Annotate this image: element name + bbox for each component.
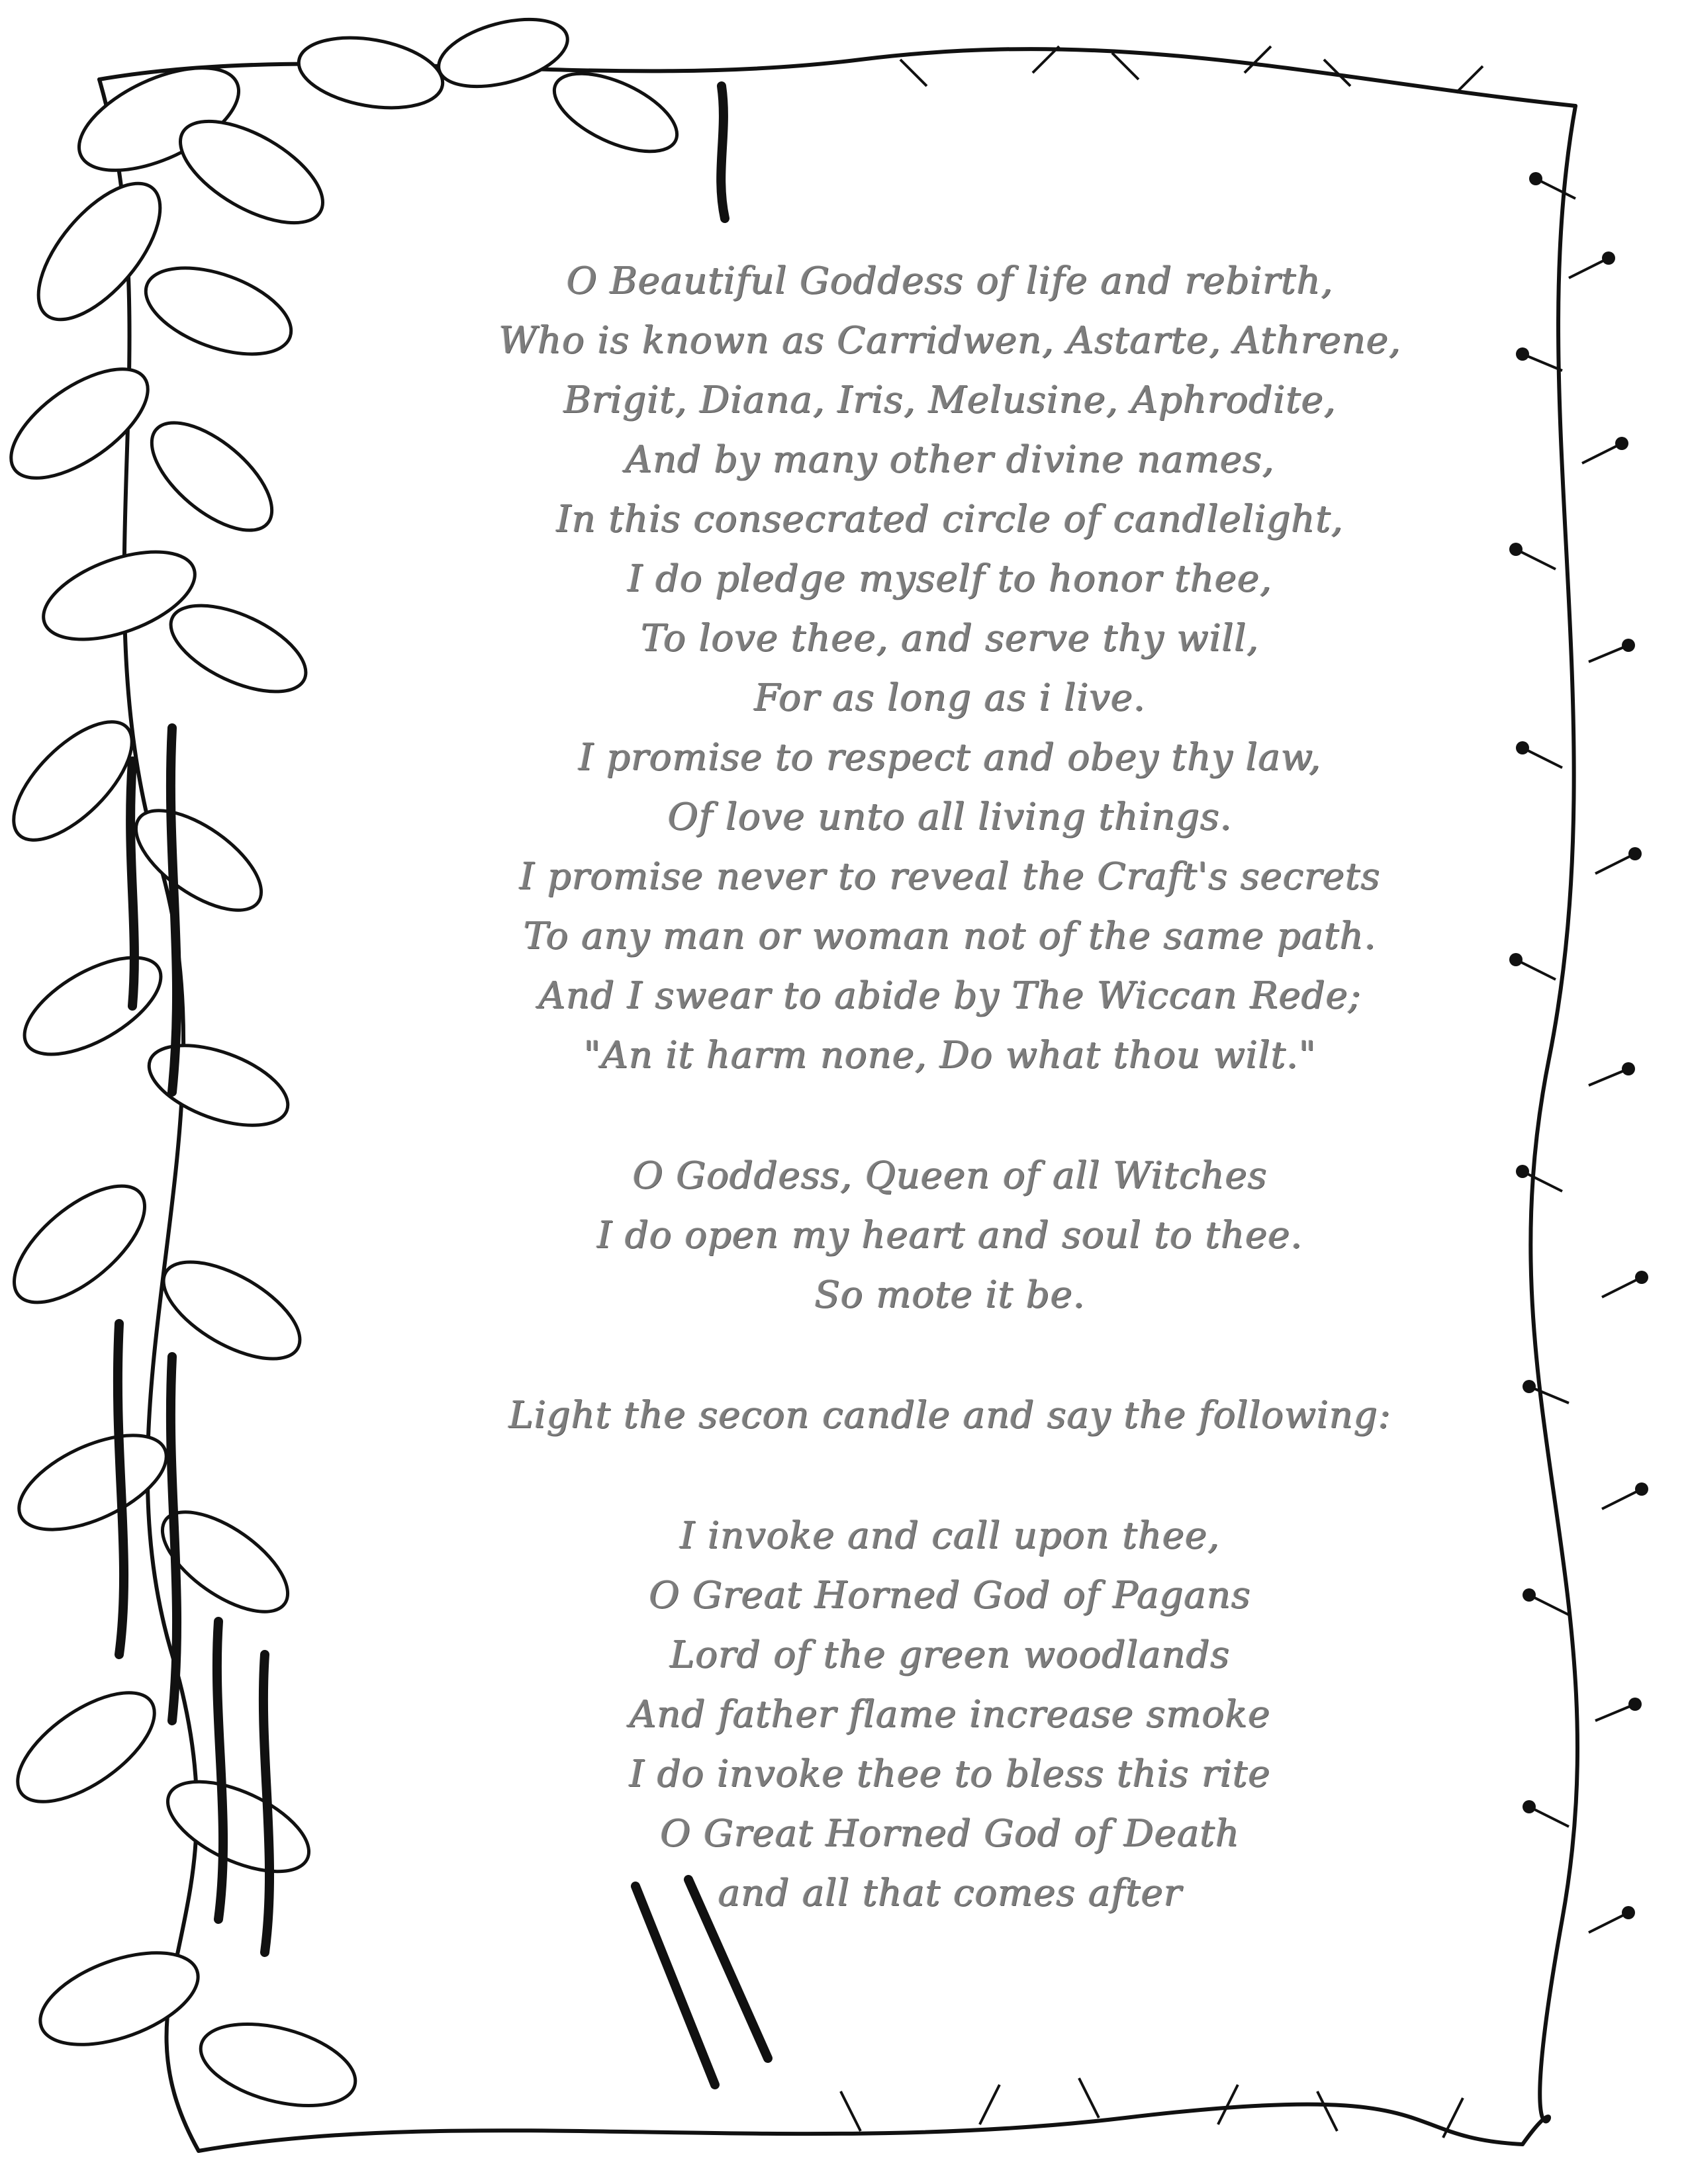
verse-line: and all that comes after: [718, 1872, 1182, 1915]
verse-line: To any man or woman not of the same path.: [523, 915, 1377, 958]
instruction-line-block: [371, 1386, 1529, 1445]
verse-line: And by many other divine names,: [625, 438, 1275, 481]
left-leaves: [0, 47, 364, 2121]
verse-line: I promise to respect and obey thy law,: [579, 736, 1321, 779]
verse-line: I promise never to reveal the Craft's secrets: [519, 855, 1381, 898]
verse-line: And I swear to abide by The Wiccan Rede;: [538, 974, 1362, 1017]
stanza-gap: [371, 1085, 1529, 1146]
verse-line: So mote it be.: [814, 1273, 1086, 1316]
stanza-horned-god: [371, 1506, 1529, 1923]
verse-line: For as long as i live.: [754, 676, 1146, 719]
sprig-buds: [1509, 172, 1648, 1919]
verse-line: I do pledge myself to honor thee,: [628, 557, 1272, 600]
verse-line: O Beautiful Goddess of life and rebirth,: [566, 259, 1334, 302]
verse-line: O Great Horned God of Pagans: [649, 1574, 1251, 1617]
verse-line: Lord of the green woodlands: [670, 1633, 1230, 1676]
verse-line: I do invoke thee to bless this rite: [629, 1752, 1271, 1796]
verse-line: To love thee, and serve thy will,: [641, 617, 1259, 660]
verse-line: O Goddess, Queen of all Witches: [632, 1154, 1268, 1197]
verse-line: Brigit, Diana, Iris, Melusine, Aphrodite,: [563, 379, 1336, 422]
top-leaves: [293, 7, 688, 167]
verse-line: "An it harm none, Do what thou wilt.": [583, 1034, 1317, 1077]
verse-line: Of love unto all living things.: [667, 796, 1233, 839]
bottom-vine-stem: [199, 2105, 1523, 2151]
stanza-goddess-pledge: [371, 251, 1529, 1085]
verse-line: And father flame increase smoke: [629, 1693, 1271, 1736]
instruction-line: Light the secon candle and say the following:: [508, 1394, 1391, 1437]
stanza-gap: [371, 1325, 1529, 1386]
verse-line: I invoke and call upon thee,: [680, 1514, 1220, 1557]
verse-line: I do open my heart and soul to thee.: [596, 1214, 1303, 1257]
stanza-gap: [371, 1445, 1529, 1506]
stanza-goddess-queen: [371, 1146, 1529, 1325]
verse-line: In this consecrated circle of candlelight,: [556, 498, 1344, 541]
prayer-text: [371, 251, 1529, 1923]
verse-line: O Great Horned God of Death: [660, 1812, 1240, 1855]
verse-line: Who is known as Carridwen, Astarte, Athrene,: [498, 319, 1401, 362]
right-vine-stem: [1523, 106, 1577, 2144]
